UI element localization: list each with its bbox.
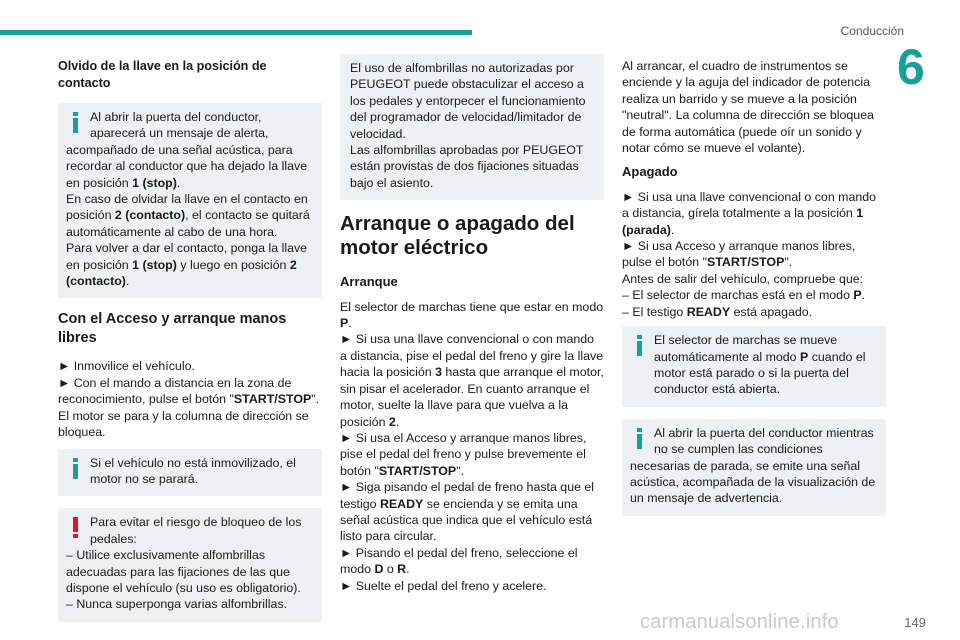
step-text: – El selector de marchas está en el modo P. [622,288,866,303]
column-2 [340,58,604,594]
step-text: ► Inmovilice el vehículo. [58,359,195,374]
info-note-puerta [622,419,886,516]
step-text: ► Siga pisando el pedal de freno hasta que el testigo READY se encienda y se emita una señal acústica que indica que el vehículo está listo para circular. [340,480,595,544]
note-text: El selector de marchas se mueve automáticamente al modo P cuando el motor está parado o si la puerta del conductor está abierta. [654,333,866,397]
heading-acceso-arranque: Con el Acceso y arranque manos libres [58,311,287,347]
note-text: En caso de olvidar la llave en el contacto en posición 2 (contacto), el contacto se quitará automáticamente al cabo de una hora. [66,192,310,239]
step-text: ► Si usa una llave convencional o con mando a distancia, pise el pedal del freno y gire la llave hacia la posición 3 hasta que arranque el motor, sin pisar el acelerador. En cuanto arranque el motor, suelte la llave para que vuelva a la posición 2. [340,332,604,429]
note-text: El uso de alfombrillas no autorizadas por PEUGEOT puede obstaculizar el acceso a los pedales y entorpecer el funcionamiento del programador de velocidad/limitador de velocidad. [350,61,586,141]
step-text: ► Si usa Acceso y arranque manos libres, pulse el botón "START/STOP". [622,239,856,270]
note-first-line: Al abrir la puerta del conductor, aparecerá un mensaje de alerta, [90,110,269,141]
heading-apagado: Apagado [622,164,678,180]
paragraph: Al arrancar, el cuadro de instrumentos se enciende y la aguja del indicador de potencia realiza un barrido y se mueve a la posición "neutral". La columna de dirección se bloquea de forma automática (puede oír un sonido y notar cómo se mueve el volante). [622,59,874,156]
info-icon [633,428,647,450]
note-first-line: Para evitar el riesgo de bloqueo de los pedales: [90,515,302,546]
page-number: 149 [904,615,926,630]
heading-arranque-apagado: Arranque o apagado del motor eléctrico [340,212,575,260]
warning-note-alfombrillas [58,508,322,621]
note-text: – Nunca superponga varias alfombrillas. [66,597,288,612]
info-icon [69,112,83,134]
info-icon [633,335,647,357]
info-note-selector [622,326,886,407]
note-first-line: Al abrir la puerta del conductor mientras no se cumplen las condiciones [654,425,874,457]
chapter-number: 6 [897,39,925,95]
note-text: necesarias de parada, se emite una señal acústica, acompañada de la visualización de un mensaje de advertencia. [630,458,876,506]
step-text: ► Si usa el Acceso y arranque manos libres, pise el pedal del freno y pulse brevemente el botón "START/STOP". [340,430,587,478]
column-1 [58,58,322,634]
heading-olvido-llave: Olvido de la llave en la posición de contacto [58,59,267,90]
step-text: ► Si usa una llave convencional o con mando a distancia, gírela totalmente a la posición 1 (parada). [622,189,877,237]
warning-note-continued [340,54,604,200]
info-icon [69,458,83,480]
step-text: – El testigo READY está apagado. [622,304,813,319]
watermark: carmanualsonline.info [640,611,839,633]
header-accent-bar [0,30,472,35]
column-3 [622,58,886,528]
warning-icon [69,517,83,539]
step-text: ► Pisando el pedal del freno, seleccione el modo D o R. [340,545,578,577]
step-text: El selector de marchas tiene que estar en modo P. [340,299,604,331]
step-text: ► Con el mando a distancia en la zona de reconocimiento, pulse el botón "START/STOP". [58,375,320,407]
step-text: ► Suelte el pedal del freno y acelere. [340,578,547,593]
section-title: Conducción [840,24,904,38]
note-text: acompañado de una señal acústica, para recordar al conductor que ha dejado la llave en posición 1 (stop). [66,142,308,190]
heading-arranque: Arranque [340,274,398,290]
note-text: – Utilice exclusivamente alfombrillas adecuadas para las fijaciones de las que dispone el vehículo (su uso es obligatorio). [66,548,301,595]
step-text: El motor se para y la columna de dirección se bloquea. [58,408,309,440]
info-note-llave [58,103,322,298]
note-text: Las alfombrillas aprobadas por PEUGEOT están provistas de dos fijaciones situadas bajo el asiento. [350,143,584,190]
step-text: Antes de salir del vehículo, compruebe que: [622,271,864,286]
info-note-inmovilizado [58,449,322,497]
note-text: Para volver a dar el contacto, ponga la llave en posición 1 (stop) y luego en posición 2 (contacto). [66,241,308,289]
note-first-line: Si el vehículo no está inmovilizado, el motor no se parará. [90,455,296,486]
